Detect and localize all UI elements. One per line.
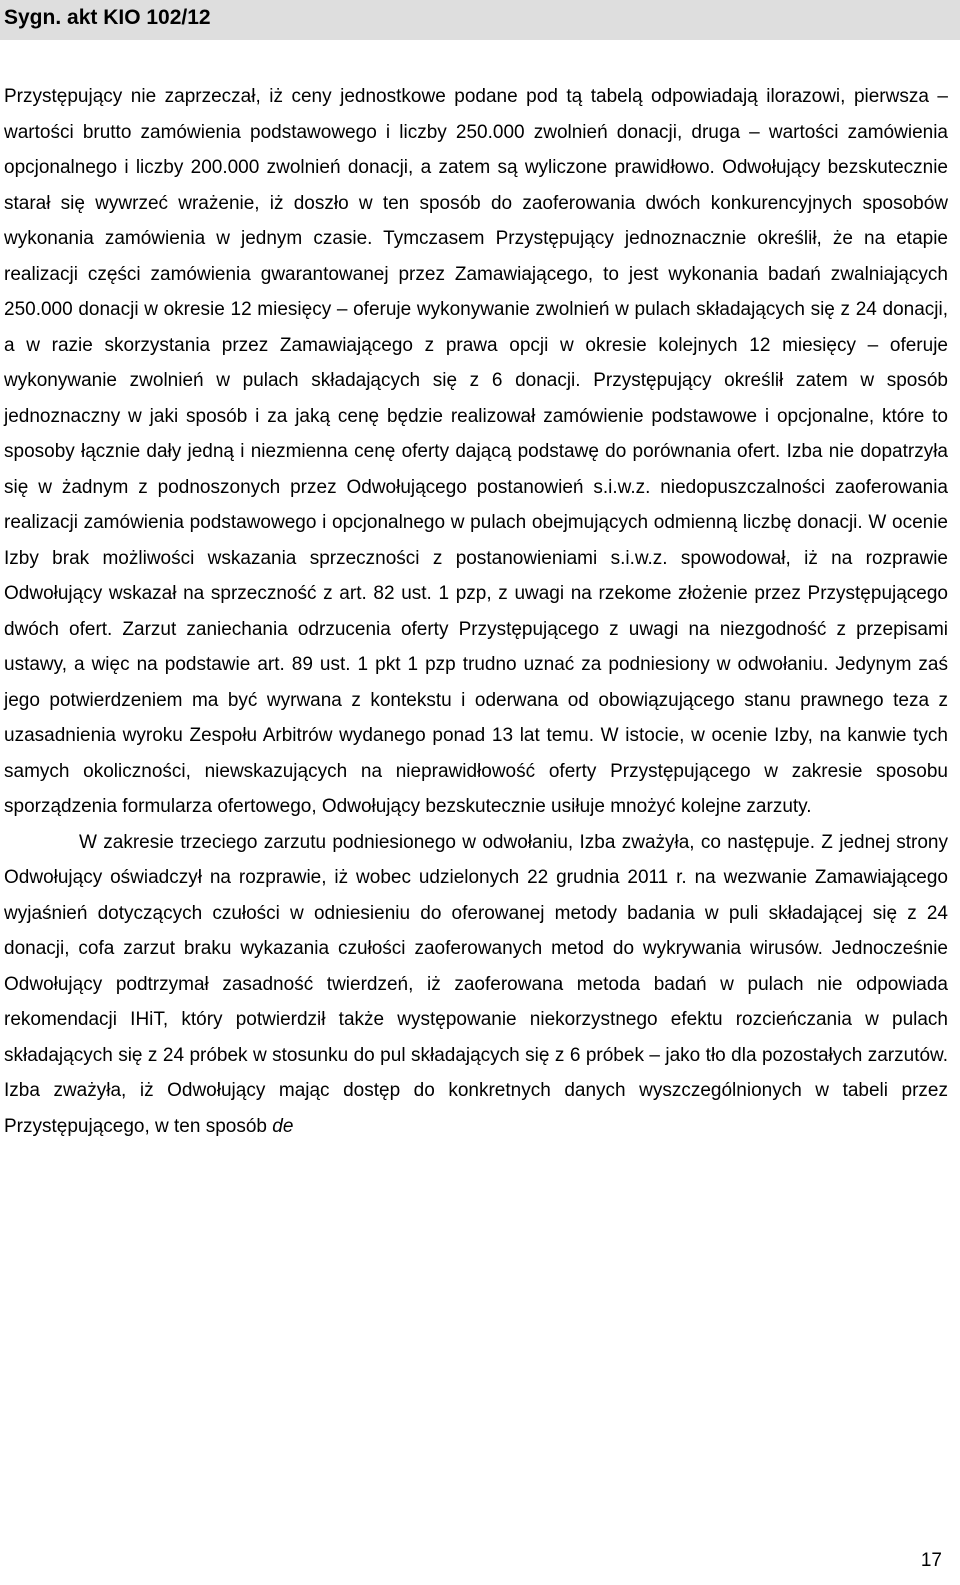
document-body xyxy=(4,79,948,1144)
case-signature: Sygn. akt KIO 102/12 xyxy=(4,6,211,29)
italic-word: de xyxy=(272,1115,294,1137)
paragraph-1: Przystępujący nie zaprzeczał, iż ceny jednostkowe podane pod tą tabelą odpowiadają ilorazowi, pierwsza – wartości brutto zamówienia podstawowego i liczby 250.000 zwolnień donacji, druga – wartości zamówienia opcjonalnego i liczby 200.000 zwolnień donacji, a zatem są wyliczone prawidłowo. Odwołujący bezskutecznie starał się wywrzeć wrażenie, iż doszło w ten sposób do zaoferowania dwóch konkurencyjnych sposobów wykonania zamówienia w jednym czasie. Tymczasem Przystępujący jednoznacznie określił, że na etapie realizacji części zamówienia gwarantowanej przez Zamawiającego, to jest wykonania badań zwalniających 250.000 donacji w okresie 12 miesięcy – oferuje wykonywanie zwolnień w pulach składających się z 24 donacji, a w razie skorzystania przez Zamawiającego z prawa opcji w okresie kolejnych 12 miesięcy – oferuje wykonywanie zwolnień w pulach składających się z 6 donacji. Przystępujący określił zatem w sposób jednoznaczny w jaki sposób i za jaką cenę będzie realizował zamówienie podstawowe i opcjonalne, które to sposoby łącznie dały jedną i niezmienna cenę oferty dającą podstawę do porównania ofert. Izba nie dopatrzyła się w żadnym z podnoszonych przez Odwołującego postanowień s.i.w.z. niedopuszczalności zaoferowania realizacji zamówienia podstawowego i opcjonalnego w pulach obejmujących odmienną liczbę donacji. W ocenie Izby brak możliwości wskazania sprzeczności z postanowieniami s.i.w.z. spowodował, iż na rozprawie Odwołujący wskazał na sprzeczność z art. 82 ust. 1 pzp, z uwagi na rzekome złożenie przez Przystępującego dwóch ofert. Zarzut zaniechania odrzucenia oferty Przystępującego z uwagi na niezgodność z przepisami ustawy, a więc na podstawie art. 89 ust. 1 pkt 1 pzp trudno uznać za podniesiony w odwołaniu. Jedynym zaś jego potwierdzeniem ma być wyrwana z kontekstu i oderwana od obowiązującego stanu prawnego teza z uzasadnienia wyroku Zespołu Arbitrów wydanego ponad 13 lat temu. W istocie, w ocenie Izby, na kanwie tych samych okoliczności, niewskazujących na nieprawidłowość oferty Przystępującego w zakresie sposobu sporządzenia formularza ofertowego, Odwołujący bezskutecznie usiłuje mnożyć kolejne zarzuty. xyxy=(4,86,948,817)
page-header xyxy=(0,0,960,40)
page-number: 17 xyxy=(920,1550,942,1571)
paragraph-2 xyxy=(4,825,948,1145)
paragraph-2-text: W zakresie trzeciego zarzutu podniesionego w odwołaniu, Izba zważyła, co następuje. Z jednej strony Odwołujący oświadczył na rozprawie, iż wobec udzielonych 22 grudnia 2011 r. na wezwanie Zamawiającego wyjaśnień dotyczących czułości w odniesieniu do oferowanej metody badania w puli składającej się z 24 donacji, cofa zarzut braku wykazania czułości zaoferowanych metod do wykrywania wirusów. Jednocześnie Odwołujący podtrzymał zasadność twierdzeń, iż zaoferowana metoda badań w pulach nie odpowiada rekomendacji IHiT, który potwierdził także występowanie niekorzystnego efektu rozcieńczania w pulach składających się z 24 próbek w stosunku do pul składających się z 6 próbek – jako tło dla pozostałych zarzutów. Izba zważyła, iż Odwołujący mając dostęp do konkretnych danych wyszczególnionych w tabeli przez Przystępującego, w ten sposób xyxy=(4,831,948,1137)
